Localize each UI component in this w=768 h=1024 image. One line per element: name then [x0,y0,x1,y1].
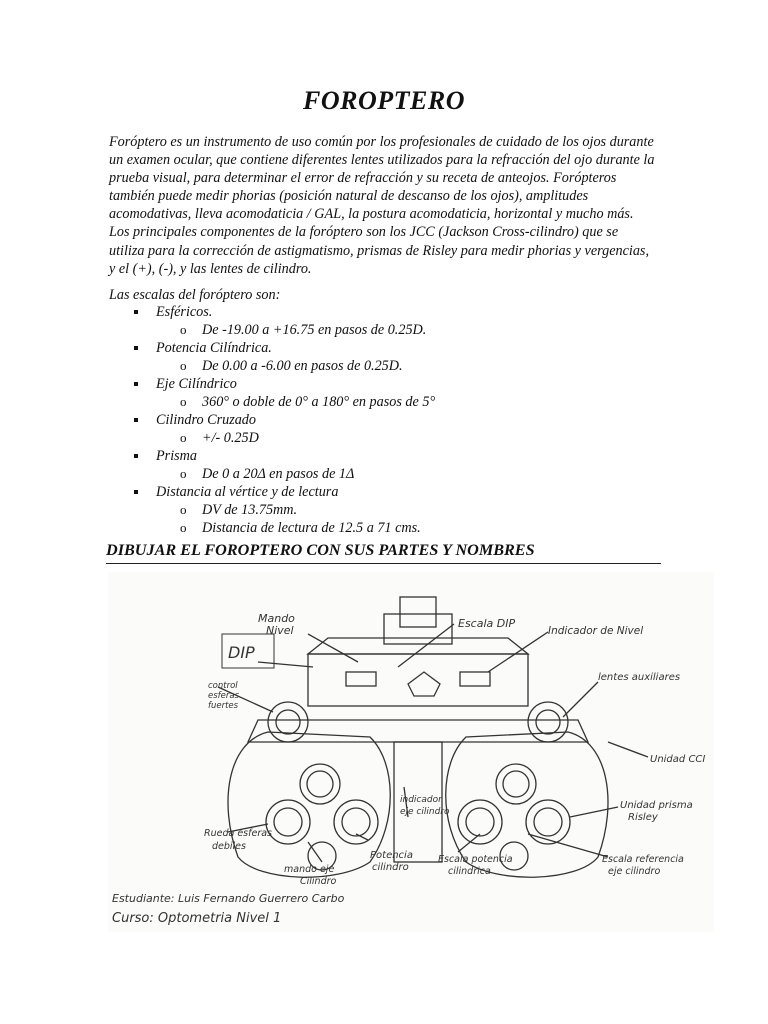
phoropter-sketch [108,572,714,932]
scale-detail: o +/- 0.25D [109,429,435,447]
left-cylinder-dial [334,800,378,844]
label-indicador-eje: eje cilindro [400,807,450,817]
label-escala-dip: Escala DIP [458,617,516,630]
leader-line [398,624,454,667]
leader-line [528,834,608,857]
scale-name: Cilindro Cruzado [156,412,256,428]
scale-name: Eje Cilíndrico [156,376,237,392]
dip-housing [384,614,452,644]
label-unidad-cc: Unidad CCI [650,754,706,765]
center-mount [408,672,440,696]
scale-detail: o De 0 a 20Δ en pasos de 1Δ [109,465,435,483]
label-escala-potencia: cilindrica [448,866,491,877]
phoropter-drawing [108,572,714,932]
left-aux-wheel [268,702,308,742]
label-unidad-prisma: Unidad prisma [620,800,693,811]
left-lens-upper-inner [307,771,333,797]
scale-detail: o De -19.00 a +16.75 en pasos de 0.25D. [109,321,435,339]
label-potencia-cilindro: cilindro [372,862,409,873]
leader-line [258,662,313,667]
right-lens-upper-inner [503,771,529,797]
label-rueda-esferas: Rueda esferas [204,828,272,839]
scale-item [109,339,435,375]
top-body [308,654,528,706]
leader-line [308,842,322,862]
scale-name: Prisma [156,448,197,464]
scale-name: Potencia Cilíndrica. [156,340,272,356]
label-escala-referencia: Escala referencia [602,854,684,865]
drawing-heading: DIBUJAR EL FOROPTERO CON SUS PARTES Y NOMBRES [106,541,661,564]
scales-label: Las escalas del foróptero son: [109,287,281,303]
label-dip: DIP [228,643,255,662]
intro-paragraph: Foróptero es un instrumento de uso común por los profesionales de cuidado de los ojos durante un examen ocular, que contiene diferentes lentes utilizados para la refracción del ojo durante la prueba visual, para determinar el error de refracción y su receta de anteojos. Forópteros también puede medir phorias (posición natural de descanso de los ojos), amplitudes acomodativas, lleva acomodaticia / GAL, la postura acomodaticia, horizontal y mucho más. Los principales componentes de la foróptero son los JCC (Jackson Cross-cilindro) que se utiliza para la corrección de astigmatismo, prismas de Risley para medir phorias y vergencias, y el (+), (-), y las lentes de cilindro. [109,134,655,277]
scale-detail: o 360° o doble de 0° a 180° en pasos de 5° [109,393,435,411]
label-escala-referencia: eje cilindro [608,866,661,877]
right-cylinder-dial [458,800,502,844]
level-knob [400,597,436,627]
label-control-esferas: fuertes [208,701,239,711]
label-mando-eje: mando eje [284,864,335,875]
scale-item [109,303,435,339]
scale-item [109,447,435,483]
scale-detail: o De 0.00 a -6.00 en pasos de 0.25D. [109,357,435,375]
label-student: Estudiante: Luis Fernando Guerrero Carbo [112,892,345,905]
label-mando-eje: Cilindro [300,876,337,887]
label-unidad-prisma: Risley [628,812,658,823]
left-lens-main [266,800,310,844]
label-potencia-cilindro: Potencia [370,850,413,861]
right-prism-unit [526,800,570,844]
scale-name: Esféricos. [156,304,213,320]
leader-line [563,682,598,717]
label-escala-potencia: Escala potencia [438,854,513,865]
label-control-esferas: esferas [208,691,240,701]
scale-detail: o DV de 13.75mm. [109,501,435,519]
scale-item [109,483,435,537]
label-control-esferas: control [208,681,238,691]
scale-item [109,411,435,447]
leader-line [570,807,618,817]
leader-line [608,742,648,757]
label-mando-nivel: Mando [258,612,295,625]
right-aux-wheel-inner [536,710,560,734]
level-indicator-window [460,672,490,686]
left-lens-main-inner [274,808,302,836]
page-title: FOROPTERO [303,86,465,115]
dip-scale-window [346,672,376,686]
scales-list [109,303,435,537]
scale-detail: o Distancia de lectura de 12.5 a 71 cms. [109,519,435,537]
label-rueda-esferas: debiles [212,841,246,852]
label-indicador-eje: indicador [400,795,442,805]
left-aux-wheel-inner [276,710,300,734]
label-mando-nivel: Nivel [266,624,294,637]
right-cylinder-dial-inner [466,808,494,836]
left-housing [228,732,390,877]
left-cylinder-dial-inner [342,808,370,836]
right-lens-upper [496,764,536,804]
left-lens-upper [300,764,340,804]
label-indicador-nivel: Indicador de Nivel [548,625,644,637]
label-course: Curso: Optometria Nivel 1 [112,911,282,926]
right-aux-wheel [528,702,568,742]
scale-name: Distancia al vértice y de lectura [156,484,339,500]
label-lentes-auxiliares: lentes auxiliares [598,672,681,683]
leader-line [458,834,480,852]
right-prism-unit-inner [534,808,562,836]
scale-item [109,375,435,411]
